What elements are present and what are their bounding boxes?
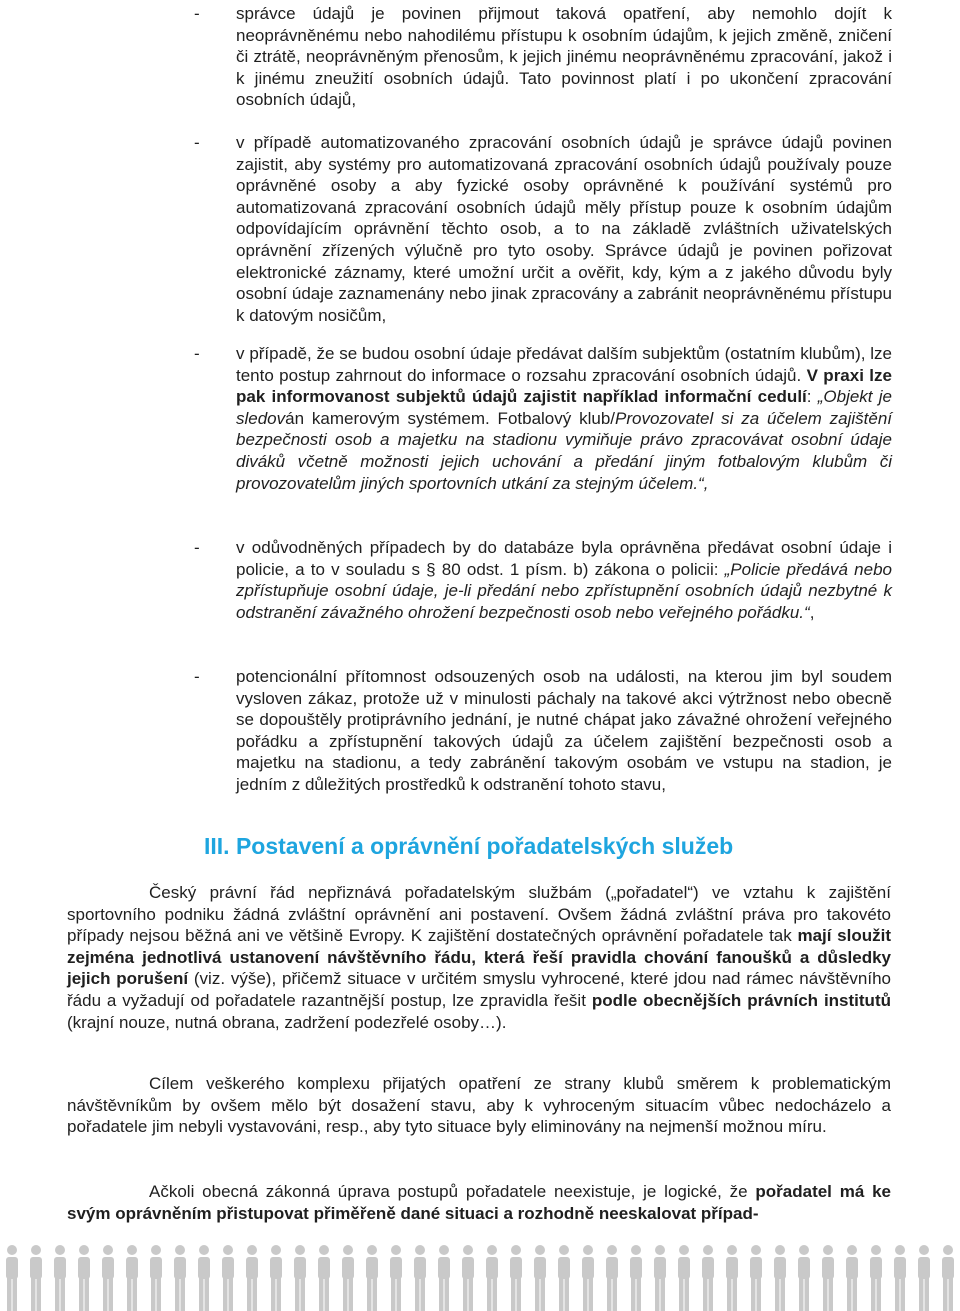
person-figure-icon bbox=[30, 1245, 42, 1311]
person-figure-icon bbox=[678, 1245, 690, 1311]
bullet-dash: - bbox=[194, 538, 200, 557]
bullet-dash: - bbox=[194, 667, 200, 686]
person-figure-icon bbox=[270, 1245, 282, 1311]
person-figure-icon bbox=[150, 1245, 162, 1311]
text-segment: mají sloužit zejména jednotlivá ustanovení návštěvního řádu, která řeší pravidla chování fanoušků a důsledky jejich porušení bbox=[67, 926, 891, 989]
bullet-dash: - bbox=[194, 133, 200, 152]
person-figure-icon bbox=[750, 1245, 762, 1311]
person-figure-icon bbox=[366, 1245, 378, 1311]
person-figure-icon bbox=[822, 1245, 834, 1311]
person-figure-icon bbox=[798, 1245, 810, 1311]
text-segment: (krajní nouze, nutná obrana, zadržení podezřelé osoby…). bbox=[67, 1012, 507, 1032]
section-heading: III. Postavení a oprávnění pořadatelských služeb bbox=[204, 833, 734, 859]
person-figure-icon bbox=[894, 1245, 906, 1311]
text-segment: Ačkoli obecná zákonná úprava postupů pořadatele neexistuje, je logické, že bbox=[149, 1182, 756, 1201]
bullet-text bbox=[236, 132, 892, 326]
person-figure-icon bbox=[318, 1245, 330, 1311]
text-segment: (viz. výše), přičemž situace v určitém smyslu vyhrocené, které jdou nad rámec návštěvního řádu a vyžadují od pořadatele razantnější postup, lze zpravidla řešit bbox=[67, 969, 891, 1010]
person-figure-icon bbox=[78, 1245, 90, 1311]
people-pattern-decoration bbox=[0, 1238, 960, 1311]
person-figure-icon bbox=[582, 1245, 594, 1311]
person-figure-icon bbox=[246, 1245, 258, 1311]
person-figure-icon bbox=[918, 1245, 930, 1311]
text-segment: V praxi lze pak informovanost subjektů údajů zajistit například informační cedulí bbox=[236, 365, 892, 407]
bullet-text bbox=[236, 666, 892, 796]
text-segment: v odůvodněných případech by do databáze byla oprávněna předávat osobní údaje i policie, a to v souladu s § 80 odst. 1 písm. b) zákona o policii: bbox=[236, 538, 892, 579]
person-figure-icon bbox=[102, 1245, 114, 1311]
person-figure-icon bbox=[534, 1245, 546, 1311]
text-segment: „Objekt je sledov bbox=[236, 387, 892, 428]
text-segment: „Policie předává nebo zpřístupňuje osobní údaje, je-li předání nebo zpřístupnění osobních údajů nezbytné k odstranění závažného ohrožení bezpečnosti osob nebo veřejného pořádku.“ bbox=[236, 559, 892, 622]
text-segment: Český právní řád nepřiznává pořadatelským službám („pořadatel“) ve vztahu k zajištění sportovního podniku žádná zvláštní oprávnění ani postavení. Ovšem žádná zvláštní práva pro takovéto případy nejsou běžná ani ve většině Evropy. K zajištění dostatečných oprávnění pořadatele tak bbox=[67, 883, 891, 946]
person-figure-icon bbox=[486, 1245, 498, 1311]
person-figure-icon bbox=[126, 1245, 138, 1311]
text-segment: podle obecnějších právních institutů bbox=[591, 990, 891, 1010]
person-figure-icon bbox=[198, 1245, 210, 1311]
person-figure-icon bbox=[630, 1245, 642, 1311]
person-figure-icon bbox=[702, 1245, 714, 1311]
text-segment: správce údajů je povinen přijmout taková opatření, aby nemohlo dojít k neoprávněnému nebo nahodilému přístupu k osobním údajům, k jejich změně, zničení či ztrátě, neoprávněným přenosům, k jejich jinému neoprávněnému zpracování, jakož i k jinému zneužití osobních údajů. Tato povinnost platí i po ukončení zpracování osobních údajů, bbox=[236, 4, 892, 110]
bullet-text bbox=[236, 3, 892, 111]
person-figure-icon bbox=[510, 1245, 522, 1311]
person-figure-icon bbox=[846, 1245, 858, 1311]
text-segment: v případě automatizovaného zpracování osobních údajů je správce údajů povinen zajistit, aby systémy pro automatizovaná zpracování osobních údajů používaly pouze oprávněné osoby a aby fyzické osoby oprávněné k používání systémů pro automatizovaná zpracování osobních údajů měly přístup pouze k osobním údajům odpovídajícím oprávnění těchto osob, a to na základě zvláštních uživatelských oprávnění zřízených výlučně pro tyto osoby. Správce údajů je povinen pořizovat elektronické záznamy, které umožní určit a ověřit, kdy, kým a z jakého důvodu byly osobní údaje zaznamenány nebo jinak zpracovány a zabránit neoprávněnému přístupu k datovým nosičům, bbox=[236, 133, 892, 325]
person-figure-icon bbox=[414, 1245, 426, 1311]
paragraph-2 bbox=[67, 1073, 891, 1138]
text-segment: : bbox=[806, 387, 818, 407]
text-segment: potencionální přítomnost odsouzených osob na události, na kterou jim byl soudem vysloven zákaz, protože už v minulosti páchaly na takové akci výtržnost nebo obecně se dopouštěly protiprávního jednání, je nutné chápat jako závažné ohrožení veřejného pořádku a zpřístupnění takových údajů za účelem zajištění bezpečnosti osob a majetku na stadionu, a tedy zabránění takovým osobám ve vstupu na stadion, je jedním z důležitých prostředků k odstranění tohoto stavu, bbox=[236, 667, 892, 794]
person-figure-icon bbox=[942, 1245, 954, 1311]
person-figure-icon bbox=[6, 1245, 18, 1311]
person-figure-icon bbox=[174, 1245, 186, 1311]
text-segment: , bbox=[809, 602, 815, 622]
person-figure-icon bbox=[654, 1245, 666, 1311]
person-figure-icon bbox=[558, 1245, 570, 1311]
bullet-dash: - bbox=[194, 4, 200, 23]
person-figure-icon bbox=[342, 1245, 354, 1311]
text-segment: án kamerovým systémem. Fotbalový klub/ bbox=[285, 408, 616, 428]
paragraph-3 bbox=[67, 1181, 891, 1224]
bullet-text bbox=[236, 343, 892, 494]
person-figure-icon bbox=[774, 1245, 786, 1311]
person-figure-icon bbox=[438, 1245, 450, 1311]
paragraph-1 bbox=[67, 882, 891, 1033]
person-figure-icon bbox=[54, 1245, 66, 1311]
person-figure-icon bbox=[870, 1245, 882, 1311]
person-figure-icon bbox=[390, 1245, 402, 1311]
text-segment: pořadatel má ke svým oprávněním přistupovat přiměřeně dané situaci a rozhodně neeskalovat případ- bbox=[67, 1182, 891, 1223]
bullet-text bbox=[236, 537, 892, 623]
person-figure-icon bbox=[462, 1245, 474, 1311]
person-figure-icon bbox=[222, 1245, 234, 1311]
text-segment: Provozovatel si za účelem zajištění bezpečnosti osob a majetku na stadionu vymiňuje právo zpracovávat osobní údaje diváků včetně možnosti jejich uchování a předání jiným fotbalovým klubům či provozovatelům jiných sportovních utkání za stejným účelem.“, bbox=[236, 408, 892, 493]
person-figure-icon bbox=[294, 1245, 306, 1311]
bullet-dash: - bbox=[194, 344, 200, 363]
text-segment: Cílem veškerého komplexu přijatých opatření ze strany klubů směrem k problematickým návštěvníkům by ovšem mělo být dosažení stavu, aby k vyhroceným situacím vůbec nedocházelo a pořadatele jim nebyli vystavováni, resp., aby tyto situace byly eliminovány na nejmenší možnou míru. bbox=[67, 1074, 891, 1137]
text-segment: v případě, že se budou osobní údaje předávat dalším subjektům (ostatním klubům), lze tento postup zahrnout do informace o rozsahu zpracování osobních údajů. bbox=[236, 344, 892, 385]
person-figure-icon bbox=[726, 1245, 738, 1311]
person-figure-icon bbox=[606, 1245, 618, 1311]
